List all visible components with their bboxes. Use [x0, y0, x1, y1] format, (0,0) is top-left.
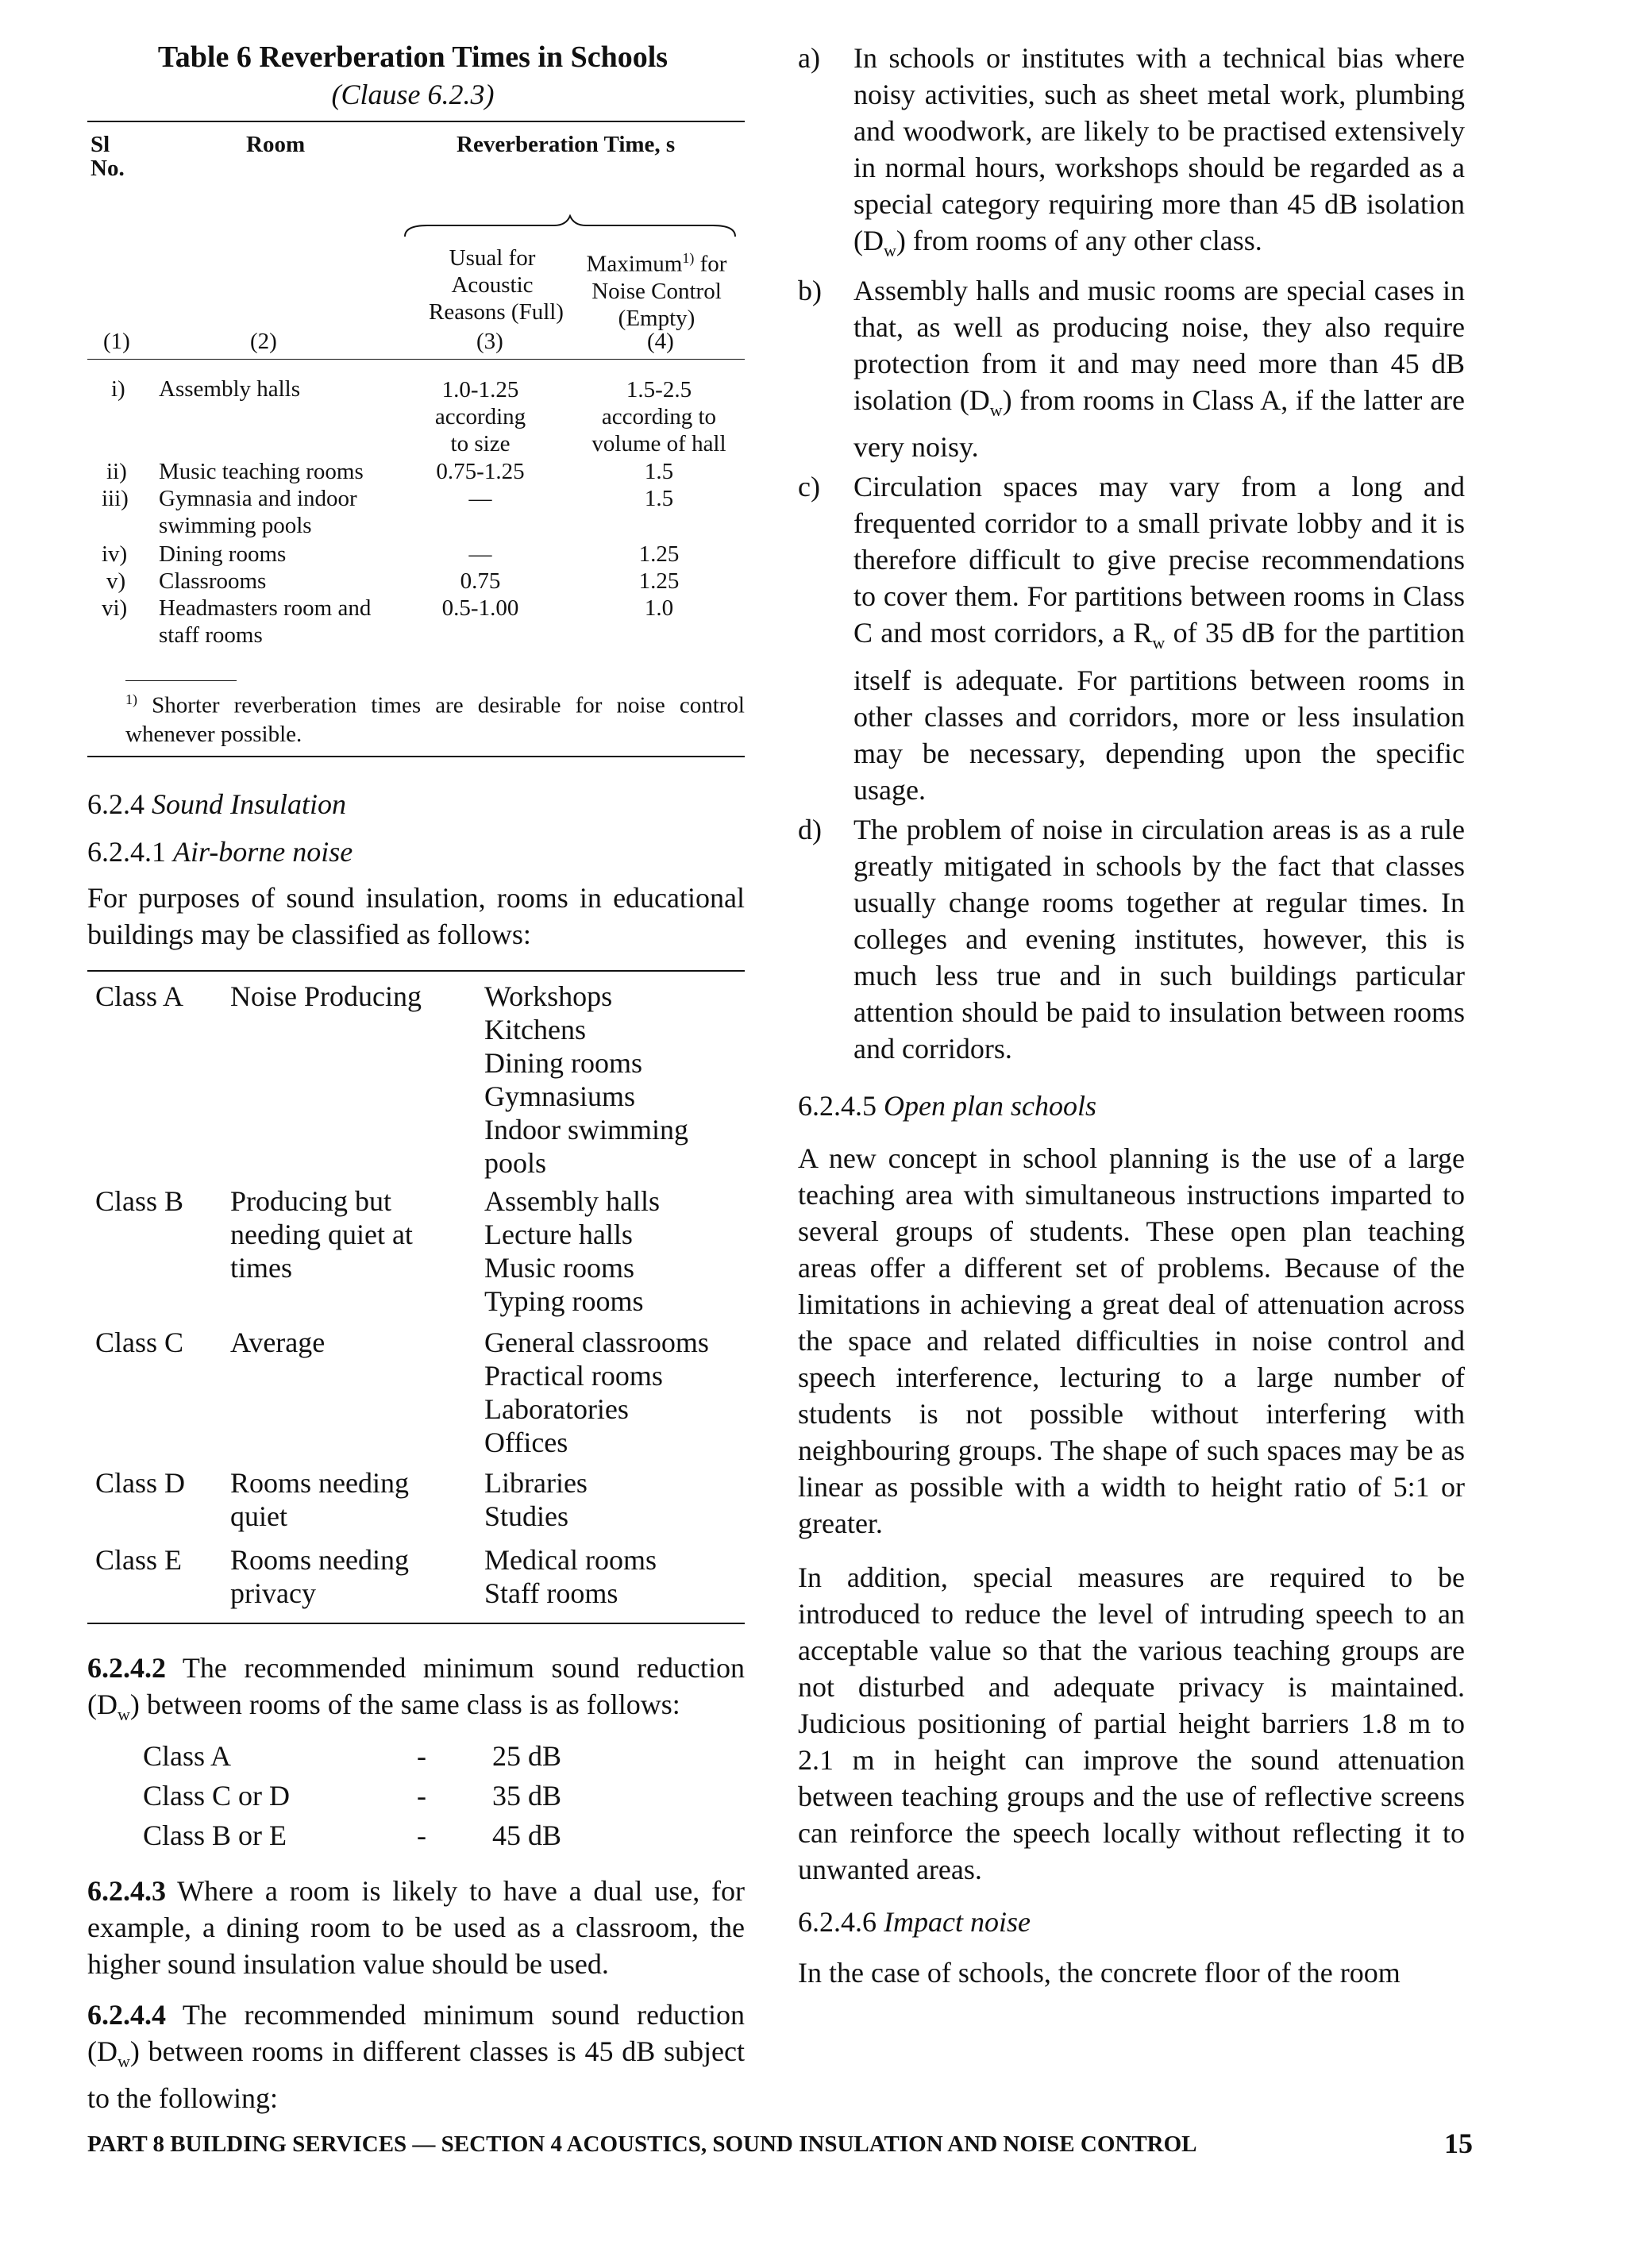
- right-column: [798, 40, 1465, 1991]
- section-6-2-4-1: 6.2.4.1 Air-borne noise: [87, 836, 353, 868]
- list-item: b) Assembly halls and music rooms are special cases in that, as well as producing noise, they also require protection from it and may need more than 45 dB isolation $(D_w)$ from rooms in Class A, if the latter are very noisy.: [798, 275, 1466, 464]
- list-item: a) In schools or institutes with a technical bias where noisy activities, such as sheet metal work, plumbing and woodwork, are likely to be practised extensively in normal hours, workshops should be regarded as a special category requiring more than 45 dB isolation $(D_w)$ from rooms of any other class.: [798, 42, 1465, 261]
- list-item: Class A - 25 dB: [143, 1740, 562, 1773]
- col-reverberation-time: Reverberation Time, s: [457, 132, 676, 157]
- list-item: c) Circulation spaces may vary from a long and frequented corridor to a small private lobby and it is therefore difficult to give precise recommendations to cover them. For partitions between rooms in Class C and most corridors, a $R_w$ of 35 dB for the partition itself is adequate. For partitions between rooms in other classes and corridors, more or less insulation may be necessary, depending upon the specific usage.: [798, 471, 1465, 806]
- impact-noise-para: In the case of schools, the concrete floor of the room: [798, 1956, 1401, 1989]
- col-room: Room: [246, 132, 306, 157]
- list-item: Class B or E - 45 dB: [143, 1819, 562, 1852]
- condition-list: [798, 40, 1465, 1067]
- col-no: No.: [91, 156, 125, 181]
- col-num-2: (2): [250, 329, 277, 354]
- open-plan-para-2: In addition, special measures are required to be introduced to reduce the level of intruding speech to an acceptable value so that the various teaching groups are not disturbed and adequate privacy is maintained. Judicious positioning of partial height barriers 1.8 m to 2.1 m in height can improve the sound attenuation between teaching groups and the use of reflective screens can reinforce the speech locally without reflecting it to unwanted areas.: [798, 1561, 1465, 1885]
- section-6-2-4-6: 6.2.4.6 Impact noise: [798, 1905, 1031, 1938]
- col-sl: Sl: [91, 132, 110, 157]
- col-num-1: (1): [103, 329, 130, 354]
- page-number: 15: [1444, 2127, 1473, 2159]
- same-class-list: [143, 1739, 745, 1858]
- section-6-2-4-3: 6.2.4.3 Where a room is likely to have a dual use, for example, a dining room to be used as a classroom, the higher sound insulation value should be used.: [87, 1875, 745, 1981]
- section-6-2-4-5: 6.2.4.5 Open plan schools: [798, 1089, 1096, 1122]
- left-column: [87, 40, 745, 2116]
- table-title: Table 6 Reverberation Times in Schools: [157, 40, 669, 74]
- table-clause: (Clause 6.2.3): [331, 79, 495, 110]
- reverberation-table: Sl No. Room Reverberation Time, s Usual for Acoustic Reasons (Full) Maximum$^{1)}$ for Noise Control (Empty) (1) (2) (3) (4) i) Assembly halls 1.0-1.25 according to size 1.5-2.5 according to volume of hall ii) Music teaching rooms 0.75-1.25 1.5 iii) Gymnasia and indoor swimming pools — 1.5 iv) Dining rooms — 1.25 v) Classrooms 0.75 1.25 vi) Headmasters room and staff rooms 0.5-1.00 1.0 $^{1)}$ Shorter reverberation times are desirable for noise control whenever possible.: [87, 121, 745, 740]
- list-item: Class C or D - 35 dB: [143, 1780, 562, 1812]
- footnote-rule: [125, 680, 237, 681]
- section-6-2-4: 6.2.4 Sound Insulation: [87, 788, 347, 820]
- classification-intro: For purposes of sound insulation, rooms in educational buildings may be classified as follows:: [87, 882, 745, 950]
- table-footnote: $^{1)}$ Shorter reverberation times are desirable for noise control whenever possible.: [125, 691, 745, 747]
- page-footer: [87, 2127, 1473, 2159]
- header-brace: [403, 214, 737, 238]
- open-plan-para-1: A new concept in school planning is the use of a large teaching area with simultaneous instructions imparted to several groups of students. These open plan teaching areas offer a different set of problems. Because of the limitations in achieving a great deal of attenuation across the space and related difficulties in noise control and speech interference, lecturing to a large number of students is not possible without interfering with neighbouring groups. The shape of such spaces may be as linear as possible with a width to height ratio of 5:1 or greater.: [798, 1142, 1465, 1539]
- col-num-3: (3): [476, 329, 503, 354]
- section-6-2-4-2: 6.2.4.2 The recommended minimum sound reduction $(D_w)$ between rooms of the same class is as follows:: [87, 1652, 746, 1725]
- footer-text: PART 8 BUILDING SERVICES — SECTION 4 ACOUSTICS, SOUND INSULATION AND NOISE CONTROL: [87, 2131, 1197, 2157]
- class-table: Class A Noise Producing Workshops Kitchens Dining rooms Gymnasiums Indoor swimming pools Class B Producing but needing quiet at times Assembly halls Lecture halls Music rooms Typing rooms Class C Average General classrooms Practical rooms Laboratories Offices Class D Rooms needing quiet Libraries Studies Class E Rooms needing privacy Medical rooms Staff rooms: [87, 970, 745, 1661]
- sub-usual: Usual for Acoustic Reasons (Full): [429, 245, 564, 325]
- section-6-2-4-4: 6.2.4.4 The recommended minimum sound reduction $(D_w)$ between rooms in different classes is 45 dB subject to the following:: [87, 1999, 746, 2115]
- list-item: d) The problem of noise in circulation areas is as a rule greatly mitigated in schools by the fact that classes usually change rooms together at regular times. In colleges and evening institutes, however, this is much less true and in such buildings particular attention should be paid to insulation between rooms and corridors.: [798, 813, 1465, 1065]
- sub-maximum: Maximum$^{1)}$ for Noise Control (Empty): [586, 250, 727, 331]
- col-num-4: (4): [647, 329, 674, 354]
